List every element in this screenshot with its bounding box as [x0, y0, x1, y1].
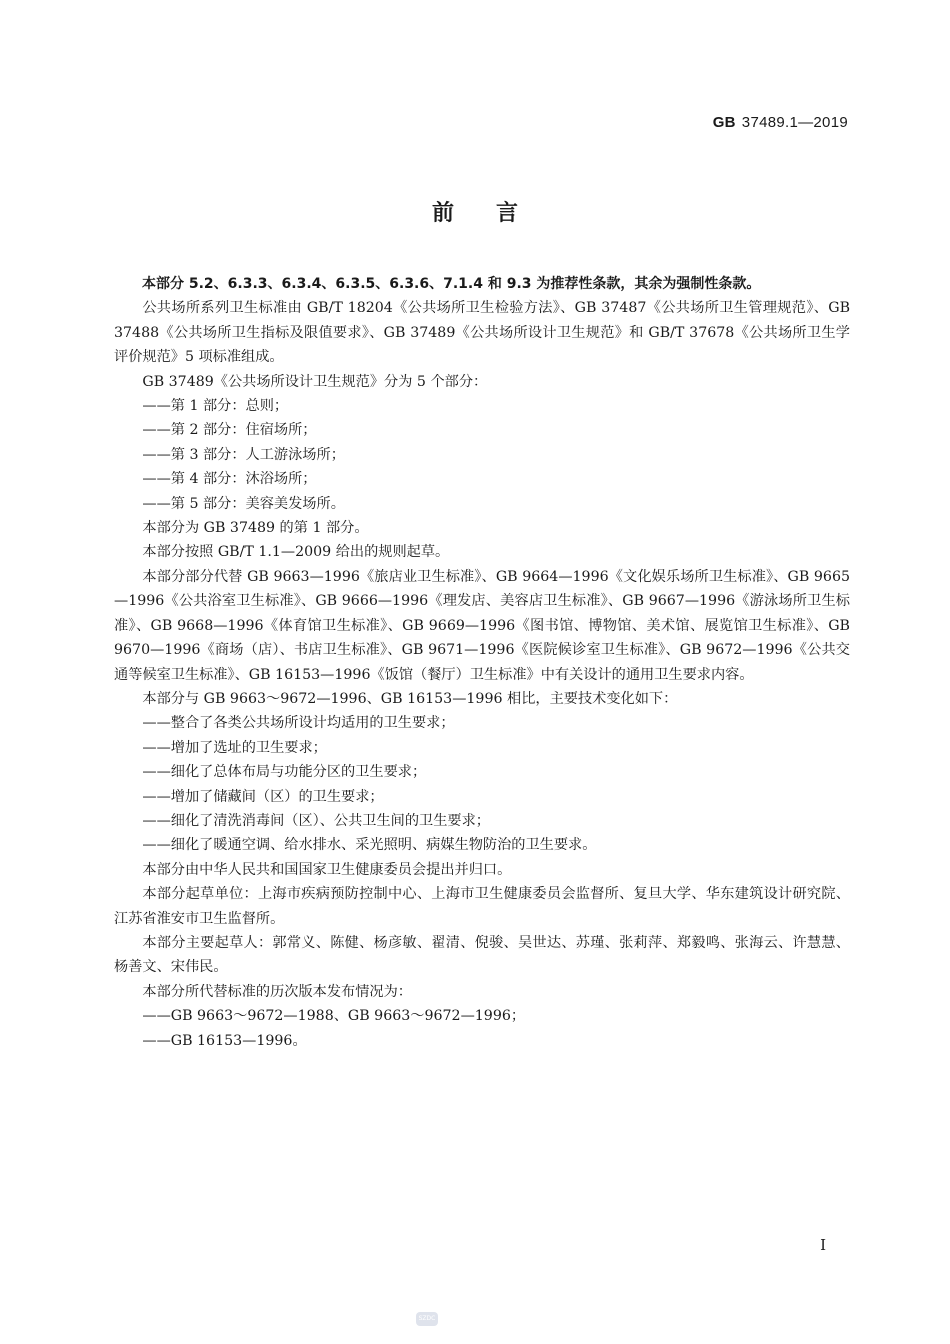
page-title: 前言: [431, 201, 560, 226]
list-item: ——细化了暖通空调、给水排水、采光照明、病媒生物防治的卫生要求。: [142, 837, 597, 854]
list-item: ——整合了各类公共场所设计均适用的卫生要求；: [142, 715, 455, 732]
list-item: ——增加了选址的卫生要求；: [142, 739, 327, 756]
paragraph-recommended-clauses: 本部分 5.2、6.3.3、6.3.4、6.3.5、6.3.6、7.1.4 和 9.3 为推荐性条款，其余为强制性条款。: [142, 276, 761, 292]
list-item: ——第 5 部分：美容美发场所。: [142, 495, 345, 512]
list-item: ——第 1 部分：总则；: [142, 398, 289, 415]
foreword-body: [114, 272, 850, 1053]
paragraph-parts-intro: GB 37489《公共场所设计卫生规范》分为 5 个部分：: [142, 373, 488, 390]
paragraph-changes-intro: 本部分与 GB 9663～9672—1996、GB 16153—1996 相比，主要技术变化如下：: [142, 690, 678, 707]
paragraph-part-one: 本部分为 GB 37489 的第 1 部分。: [142, 520, 369, 537]
list-item: ——第 3 部分：人工游泳场所；: [142, 446, 345, 463]
paragraph-drafters: 本部分主要起草人：郭常义、陈健、杨彦敏、翟清、倪骏、吴世达、苏瑾、张莉萍、郑毅鸣、张海云、许慧慧、杨善文、宋伟民。: [114, 934, 850, 976]
list-item: ——增加了储藏间（区）的卫生要求；: [142, 788, 384, 805]
list-item: ——细化了总体布局与功能分区的卫生要求；: [142, 764, 427, 781]
paragraph-proposed-by: 本部分由中华人民共和国国家卫生健康委员会提出并归口。: [142, 861, 512, 878]
paragraph-series-standards: 公共场所系列卫生标准由 GB/T 18204《公共场所卫生检验方法》、GB 37487《公共场所卫生管理规范》、GB 37488《公共场所卫生指标及限值要求》、GB 37489《公共场所设计卫生规范》和 GB/T 37678《公共场所卫生学评价规范》5 项标准组成。: [114, 300, 850, 366]
paragraph-drafting-units: 本部分起草单位：上海市疾病预防控制中心、上海市卫生健康委员会监督所、复旦大学、华东建筑设计研究院、江苏省淮安市卫生监督所。: [114, 886, 850, 927]
page-number: I: [820, 1236, 826, 1254]
list-item: ——GB 9663～9672—1988、GB 9663～9672—1996；: [142, 1008, 526, 1025]
watermark-logo: SZDC: [416, 1312, 438, 1326]
standard-number: [713, 114, 848, 131]
standard-code: 37489.1—2019: [741, 114, 848, 131]
list-item: ——第 4 部分：沐浴场所；: [142, 471, 317, 488]
paragraph-replaces: 本部分部分代替 GB 9663—1996《旅店业卫生标准》、GB 9664—1996《文化娱乐场所卫生标准》、GB 9665—1996《公共浴室卫生标准》、GB 9666—1996《理发店、美容店卫生标准》、GB 9667—1996《游泳场所卫生标准》、GB 9668—1996《体育馆卫生标准》、GB 9669—1996《图书馆、博物馆、美术馆、展览馆卫生标准》、GB 9670—1996《商场（店）、书店卫生标准》、GB 9671—1996《医院候诊室卫生标准》、GB 9672—1996《公共交通等候室卫生标准》、GB 16153—1996《饭馆（餐厅）卫生标准》中有关设计的通用卫生要求内容。: [114, 568, 850, 683]
list-item: ——第 2 部分：住宿场所；: [142, 422, 317, 439]
standard-prefix: GB: [712, 114, 736, 131]
list-item: ——GB 16153—1996。: [142, 1032, 307, 1049]
paragraph-drafting-rules: 本部分按照 GB/T 1.1—2009 给出的规则起草。: [142, 544, 450, 561]
paragraph-history-intro: 本部分所代替标准的历次版本发布情况为：: [142, 983, 412, 1000]
list-item: ——细化了清洗消毒间（区）、公共卫生间的卫生要求；: [142, 812, 490, 829]
